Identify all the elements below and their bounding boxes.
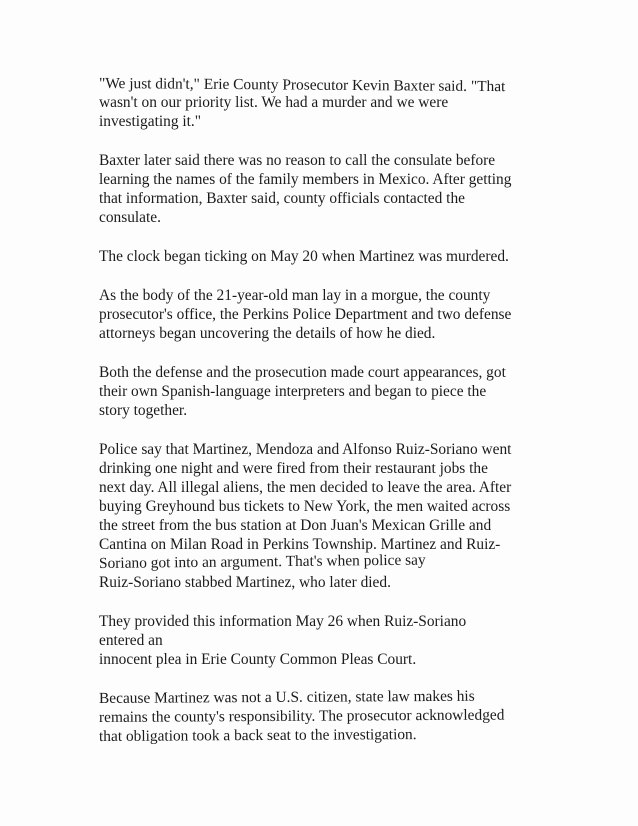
- paragraph-7: [99, 612, 569, 669]
- text-line: Police say that Martinez, Mendoza and Alfonso Ruiz-Soriano went: [99, 441, 512, 458]
- text-line: buying Greyhound bus tickets to New York, the men waited across: [99, 498, 511, 515]
- paragraph-6: [99, 440, 569, 592]
- text-line: The clock began ticking on May 20 when Martinez was murdered.: [99, 248, 509, 265]
- text-line: prosecutor's office, the Perkins Police Department and two defense: [99, 306, 512, 323]
- document-body: [99, 74, 569, 766]
- text-line: investigating it.": [99, 113, 202, 130]
- text-line: Baxter later said there was no reason to call the consulate before: [99, 152, 496, 169]
- text-line: story together.: [99, 402, 188, 419]
- text-line: Ruiz-Soriano stabbed Martinez, who later died.: [99, 574, 391, 591]
- text-line: innocent plea in Erie County Common Pleas Court.: [99, 651, 417, 668]
- text-line: Soriano got into an argument. That's when police say: [98, 551, 426, 572]
- text-line: entered an: [99, 632, 163, 649]
- paragraph-5: [99, 363, 569, 420]
- text-line: their own Spanish-language interpreters and began to piece the: [99, 383, 487, 400]
- paragraph-3: [99, 247, 569, 266]
- text-line: "We just didn't," Erie County Prosecutor Kevin Baxter said. "That: [98, 75, 506, 96]
- paragraph-8: [99, 689, 569, 746]
- text-line: remains the county's responsibility. The prosecutor acknowledged: [98, 706, 505, 726]
- text-line: attorneys began uncovering the details of how he died.: [99, 325, 436, 342]
- text-line: that obligation took a back seat to the investigation.: [98, 726, 417, 745]
- text-line: drinking one night and were fired from their restaurant jobs the: [99, 460, 488, 477]
- text-line: Both the defense and the prosecution made court appearances, got: [99, 364, 506, 381]
- text-line: Because Martinez was not a U.S. citizen, state law makes his: [98, 687, 475, 707]
- text-line: consulate.: [99, 209, 161, 226]
- text-line: the street from the bus station at Don Juan's Mexican Grille and: [99, 517, 492, 534]
- paragraph-4: [99, 286, 569, 343]
- text-line: learning the names of the family members in Mexico. After getting: [99, 171, 512, 188]
- text-line: They provided this information May 26 when Ruiz-Soriano: [99, 613, 467, 630]
- paragraph-1: [99, 74, 569, 131]
- text-line: next day. All illegal aliens, the men decided to leave the area. After: [99, 479, 512, 496]
- text-line: As the body of the 21-year-old man lay in a morgue, the county: [99, 287, 491, 304]
- paragraph-2: [99, 151, 569, 227]
- text-line: Cantina on Milan Road in Perkins Township. Martinez and Ruiz-: [99, 536, 501, 553]
- text-line: wasn't on our priority list. We had a murder and we were: [99, 94, 449, 111]
- text-line: that information, Baxter said, county officials contacted the: [99, 190, 465, 207]
